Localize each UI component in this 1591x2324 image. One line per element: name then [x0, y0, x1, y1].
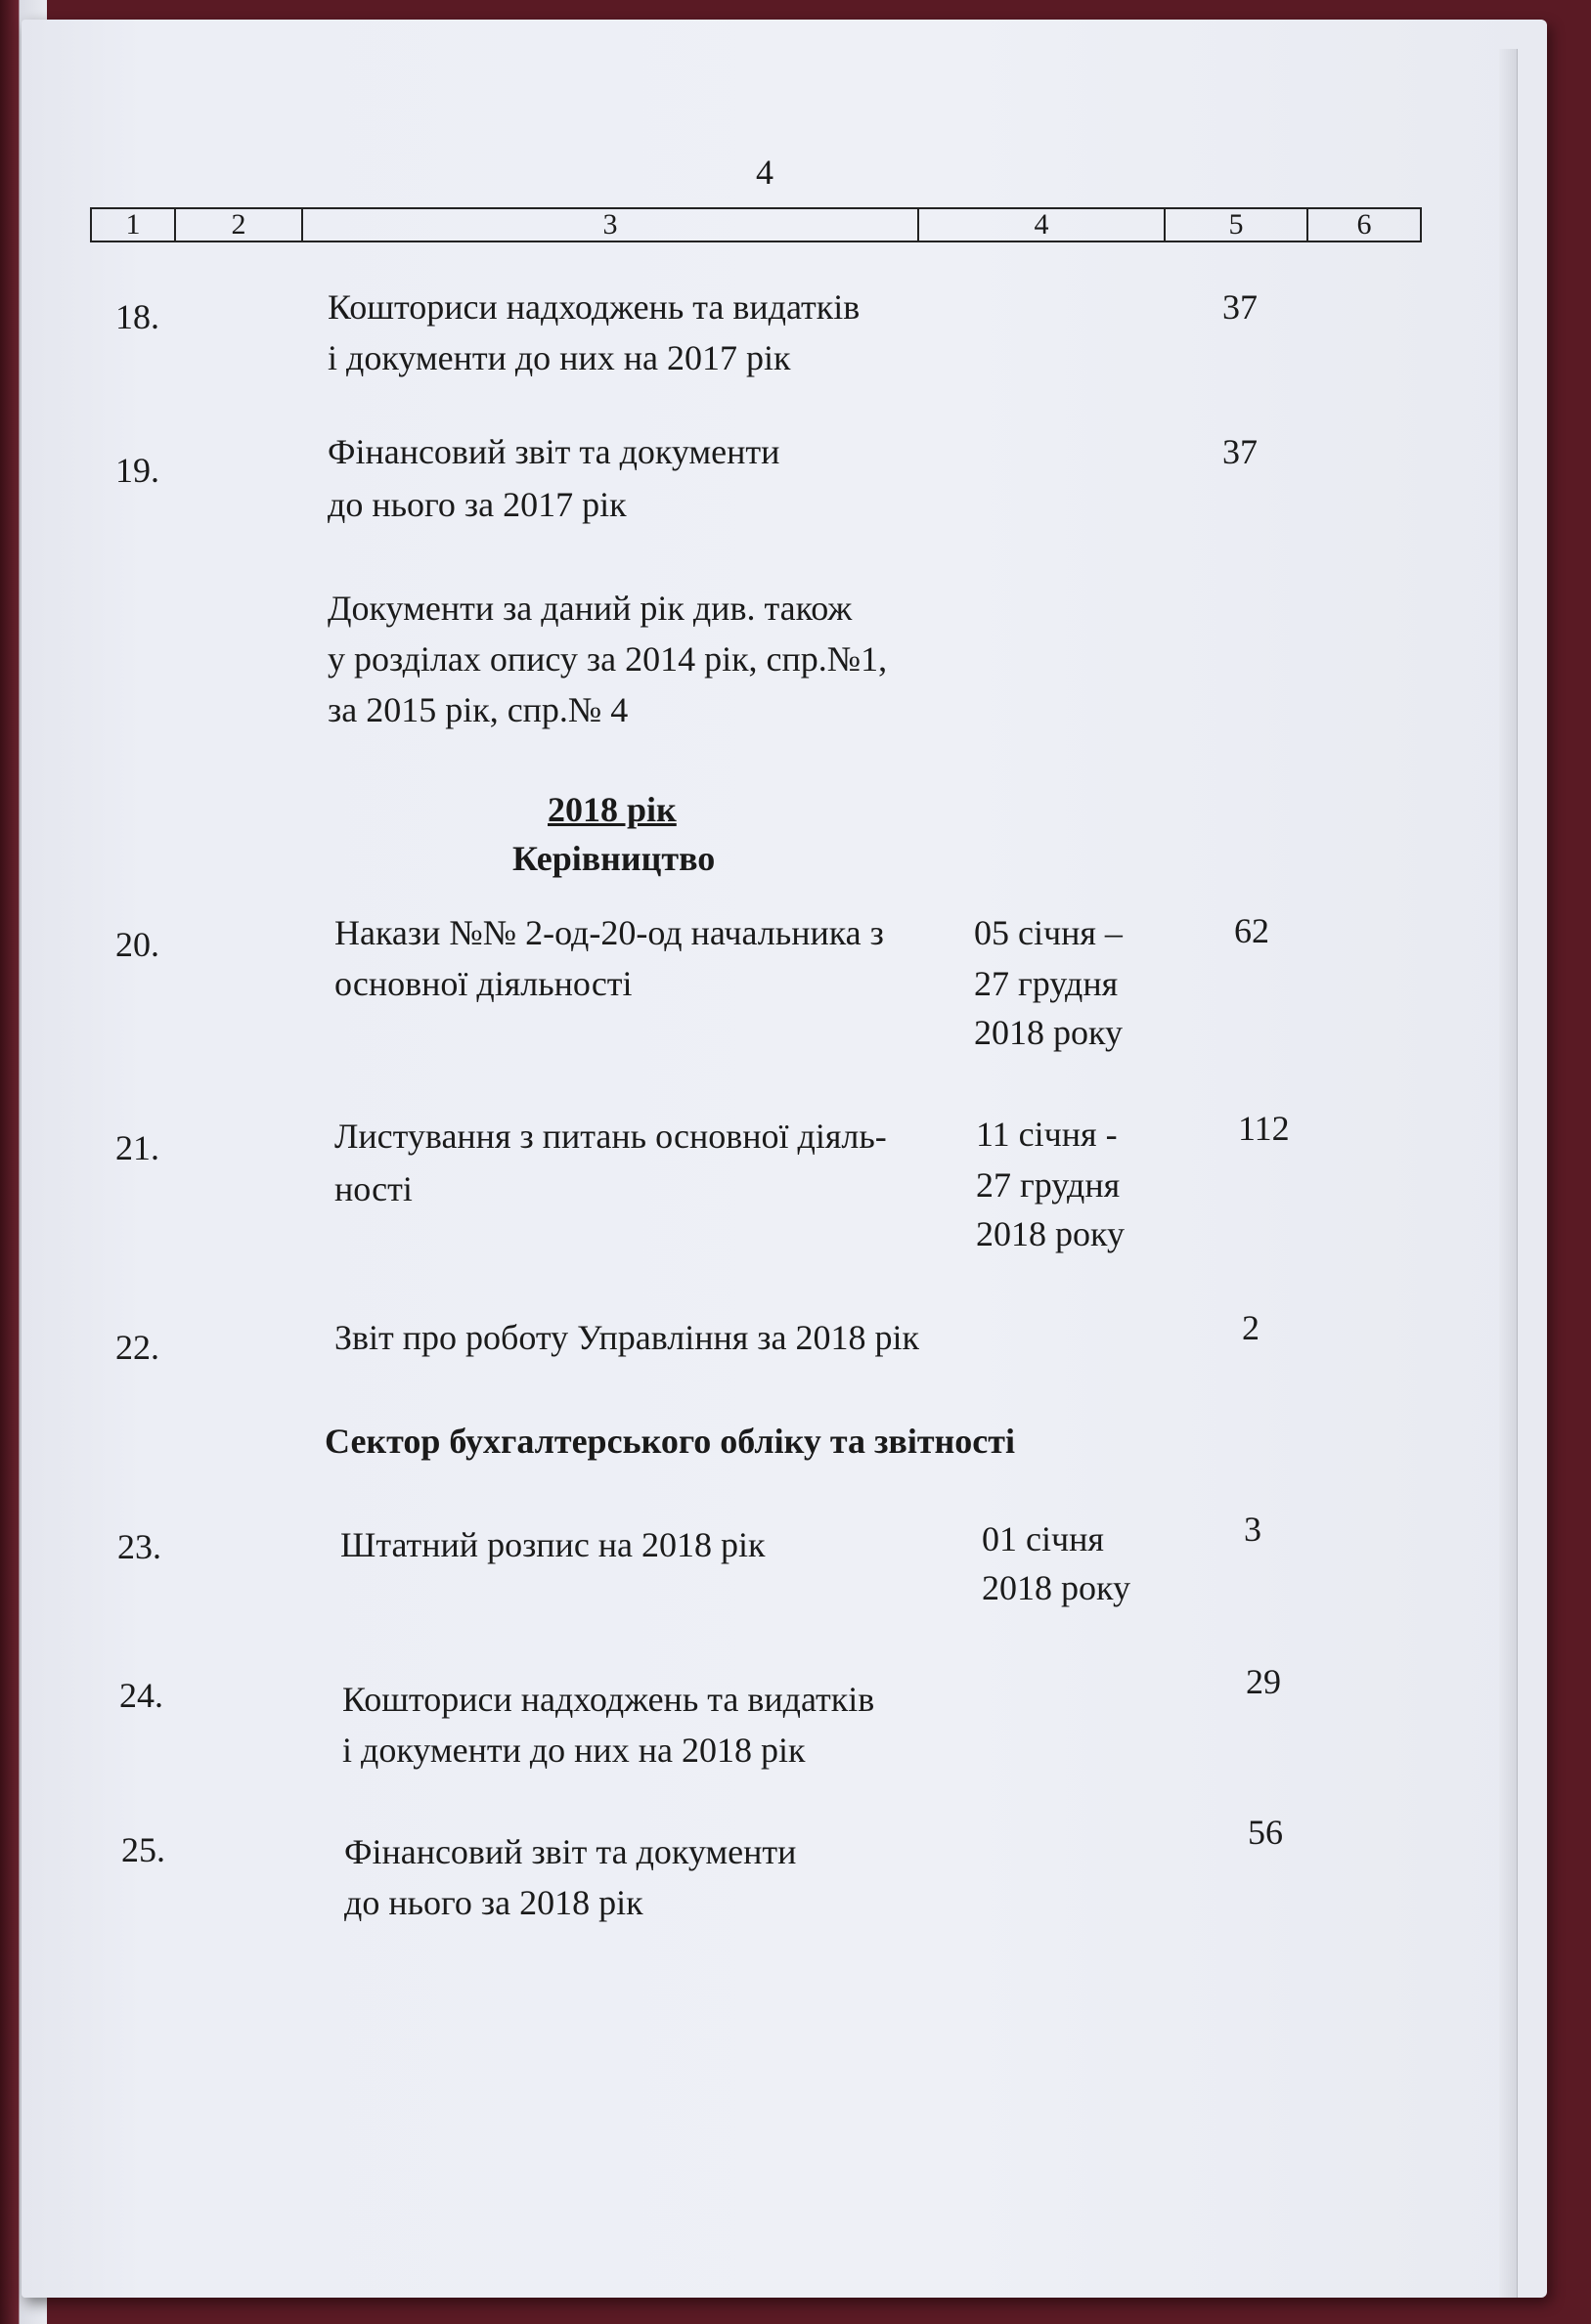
section-year-heading: 2018 рік [548, 790, 677, 829]
entry-sheet-count: 112 [1238, 1109, 1290, 1148]
entry-date-line: 11 січня - [976, 1115, 1118, 1154]
entry-title-line: Накази №№ 2-од-20-од начальника з [334, 913, 884, 952]
entry-sheet-count: 37 [1222, 287, 1258, 327]
entry-title-line: Листування з питань основної діяль- [334, 1117, 887, 1156]
entry-title-line: ності [334, 1169, 413, 1208]
entry-sheet-count: 56 [1248, 1813, 1283, 1852]
entry-title-line: до нього за 2018 рік [344, 1883, 643, 1922]
entry-date-line: 2018 року [982, 1568, 1130, 1607]
entry-title-line: основної діяльності [334, 964, 633, 1003]
page-number: 4 [756, 153, 773, 192]
page-edge [1499, 49, 1518, 2298]
entry-title-line: до нього за 2017 рік [328, 485, 627, 524]
entry-number: 19. [115, 451, 159, 490]
note-line: Документи за даний рік див. також [328, 589, 853, 628]
column-header-table [90, 207, 1422, 242]
entry-sheet-count: 29 [1246, 1662, 1281, 1701]
section-management-heading: Керівництво [512, 839, 716, 878]
entry-title-line: Штатний розпис на 2018 рік [340, 1525, 766, 1564]
column-header-5: 5 [1166, 209, 1308, 241]
entry-title-line: і документи до них на 2017 рік [328, 338, 791, 377]
column-header-3: 3 [303, 209, 919, 241]
note-line: у розділах опису за 2014 рік, спр.№1, [328, 639, 888, 679]
section-accounting-heading: Сектор бухгалтерського обліку та звітності [325, 1422, 1015, 1461]
entry-title-line: Звіт про роботу Управління за 2018 рік [334, 1318, 919, 1357]
entry-number: 21. [115, 1128, 159, 1167]
entry-sheet-count: 2 [1242, 1308, 1260, 1347]
entry-title-line: Фінансовий звіт та документи [344, 1832, 797, 1871]
column-header-1: 1 [92, 209, 176, 241]
column-header-4: 4 [919, 209, 1166, 241]
entry-sheet-count: 62 [1234, 911, 1269, 950]
entry-number: 22. [115, 1328, 159, 1367]
entry-sheet-count: 37 [1222, 432, 1258, 471]
note-line: за 2015 рік, спр.№ 4 [328, 690, 629, 729]
entry-title-line: і документи до них на 2018 рік [342, 1731, 806, 1770]
entry-date-line: 2018 року [974, 1013, 1123, 1052]
entry-number: 23. [117, 1527, 161, 1566]
column-header-6: 6 [1356, 208, 1372, 241]
entry-title-line: Кошториси надходжень та видатків [328, 287, 861, 327]
entry-date-line: 27 грудня [974, 964, 1119, 1003]
entry-date-line: 2018 року [976, 1214, 1125, 1253]
entry-number: 20. [115, 925, 159, 964]
entry-date-line: 05 січня – [974, 913, 1123, 952]
entry-sheet-count: 3 [1244, 1510, 1261, 1549]
entry-title-line: Фінансовий звіт та документи [328, 432, 780, 471]
entry-number: 24. [119, 1676, 163, 1715]
entry-number: 25. [121, 1830, 165, 1869]
entry-date-line: 01 січня [982, 1519, 1104, 1558]
column-header-2: 2 [176, 209, 303, 241]
entry-title-line: Кошториси надходжень та видатків [342, 1680, 875, 1719]
entry-number: 18. [115, 297, 159, 336]
entry-date-line: 27 грудня [976, 1165, 1121, 1205]
